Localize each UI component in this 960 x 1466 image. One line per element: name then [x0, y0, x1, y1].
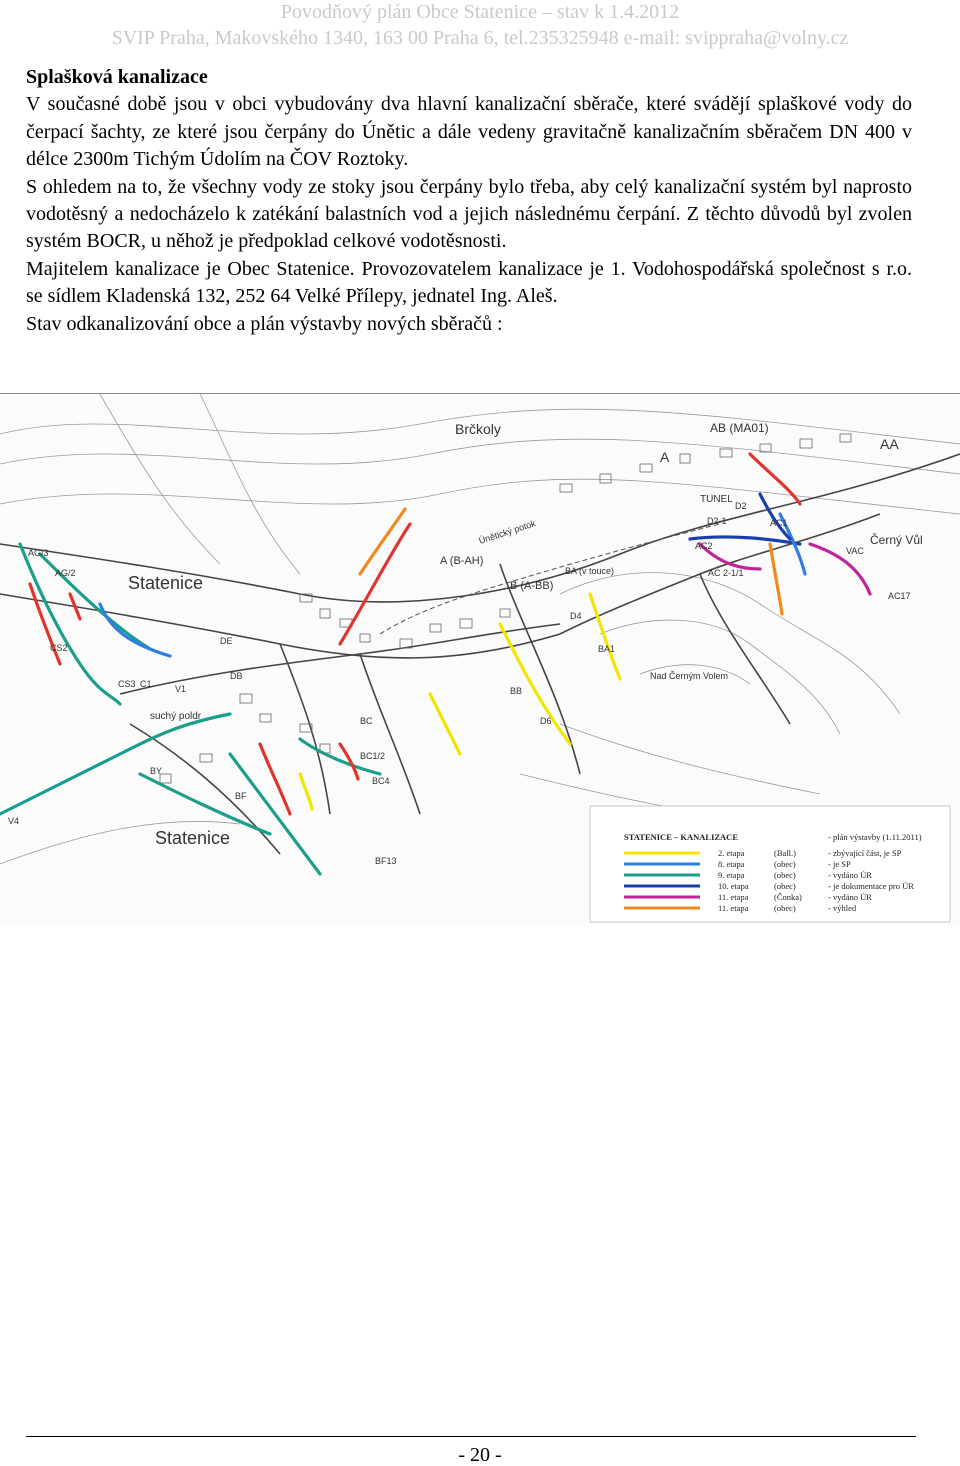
- code-label: DB: [230, 671, 243, 681]
- legend-title: STATENICE – KANALIZACE: [624, 832, 738, 842]
- paragraph-map-intro: Stav odkanalizování obce a plán výstavby nových sběračů :: [26, 312, 503, 335]
- place-label-cerny-vul: Černý Vůl: [870, 533, 923, 547]
- code-label: AC 2-1/1: [708, 568, 744, 578]
- code-label: BC4: [372, 776, 390, 786]
- code-label: CS3: [118, 679, 136, 689]
- code-label: AA: [880, 436, 899, 452]
- code-label: AG/3: [28, 548, 49, 558]
- sewer-map-drawing: [0, 394, 960, 926]
- code-label: AG/2: [55, 568, 76, 578]
- place-label-suchy-poldr: suchý poldr: [150, 711, 202, 722]
- legend-owner: (obec): [774, 881, 796, 891]
- code-label: AC1: [770, 518, 788, 528]
- code-label: B (A-BB): [510, 580, 554, 592]
- code-label: D4: [570, 611, 582, 621]
- code-label: AB (MA01): [710, 421, 769, 435]
- code-label: BF13: [375, 856, 397, 866]
- paragraph-ownership: Majitelem kanalizace je Obec Statenice. Provozovatelem kanalizace je 1. Vodohospodářská společnost s r.o. se sídlem Kladenská 132, 252 64 Velké Přílepy, jednatel Ing. Aleš.: [26, 257, 912, 308]
- place-label-stream: Únětický potok: [477, 518, 537, 546]
- legend-status: - zbývající část, je SP: [828, 848, 902, 858]
- code-label: AC17: [888, 591, 911, 601]
- legend-owner: (obec): [774, 870, 796, 880]
- code-label: BY: [150, 766, 163, 776]
- code-label: BC: [360, 716, 373, 726]
- paragraph-current-state: V současné době jsou v obci vybudovány dva hlavní kanalizační sběrače, které svádějí splaškové vody do čerpací šachty, ze které jsou čerpány do Únětic a dále vedeny gravitačně kanalizačním sběračem DN 400 v délce 2300m Tichým Údolím na ČOV Roztoky.: [26, 93, 912, 171]
- place-label-tunel: TUNEL: [700, 494, 733, 505]
- code-label: C1: [140, 679, 152, 689]
- legend-status: - vydáno ÚR: [828, 870, 872, 880]
- running-header-contact: SVIP Praha, Makovského 1340, 163 00 Praha 6, tel.235325948 e-mail: svippraha@volny.cz: [111, 27, 849, 49]
- code-label: D2: [735, 501, 747, 511]
- place-label-nad-cernym-volem: Nad Černým Volem: [650, 671, 729, 681]
- code-label: AC2: [695, 541, 713, 551]
- legend-etapa: 11. etapa: [718, 903, 749, 913]
- place-label-brckoly: Brčkoly: [455, 421, 501, 437]
- legend-owner: (Čonka): [774, 892, 802, 902]
- code-label: VAC: [846, 546, 864, 556]
- code-label: A (B-AH): [440, 555, 484, 567]
- legend-etapa: 8. etapa: [718, 859, 745, 869]
- code-label: D6: [540, 716, 552, 726]
- paragraph-bocr-system: S ohledem na to, že všechny vody ze stoky jsou čerpány bylo třeba, aby celý kanalizační systém byl naprosto vodotěsný a nedocházelo k zatékání balastních vod a jejich následnému čerpání. Z těchto důvodů byl zvolen systém BOCR, u něhož je předpoklad celkové vodotěsnosti.: [26, 175, 912, 253]
- footer-divider: [26, 1436, 916, 1437]
- legend-status: - vydáno ÚR: [828, 892, 872, 902]
- legend-status: - výhled: [828, 903, 857, 913]
- legend-owner: (obec): [774, 903, 796, 913]
- code-label: D2-1: [707, 516, 727, 526]
- sewer-map: [0, 393, 960, 926]
- legend-etapa: 11. etapa: [718, 892, 749, 902]
- code-label: BF: [235, 791, 247, 801]
- section-heading: Splašková kanalizace: [26, 66, 208, 88]
- code-label: CS2: [50, 643, 68, 653]
- page-number: - 20 -: [458, 1444, 502, 1466]
- legend-status: - je SP: [828, 859, 851, 869]
- legend-owner: (obec): [774, 859, 796, 869]
- code-label: A: [660, 449, 670, 465]
- code-label: BA (v touce): [565, 566, 615, 576]
- code-label: BB: [510, 686, 523, 696]
- legend-etapa: 10. etapa: [718, 881, 749, 891]
- legend-subtitle: - plán výstavby (1.11.2011): [828, 832, 922, 842]
- code-label: BA1: [598, 644, 616, 654]
- legend-etapa: 9. etapa: [718, 870, 745, 880]
- map-legend: [590, 806, 950, 922]
- legend-status: - je dokumentace pro ÚR: [828, 881, 914, 891]
- code-label: BC1/2: [360, 751, 386, 761]
- code-label: V1: [175, 684, 187, 694]
- code-label: V4: [8, 816, 20, 826]
- place-label-statenice-north: Statenice: [128, 573, 204, 593]
- legend-owner: (Ball.): [774, 848, 796, 858]
- place-label-statenice-south: Statenice: [155, 828, 231, 848]
- code-label: DE: [220, 636, 233, 646]
- running-header-title: Povodňový plán Obce Statenice – stav k 1.4.2012: [280, 1, 680, 23]
- document-body: [26, 64, 912, 338]
- legend-etapa: 2. etapa: [718, 848, 745, 858]
